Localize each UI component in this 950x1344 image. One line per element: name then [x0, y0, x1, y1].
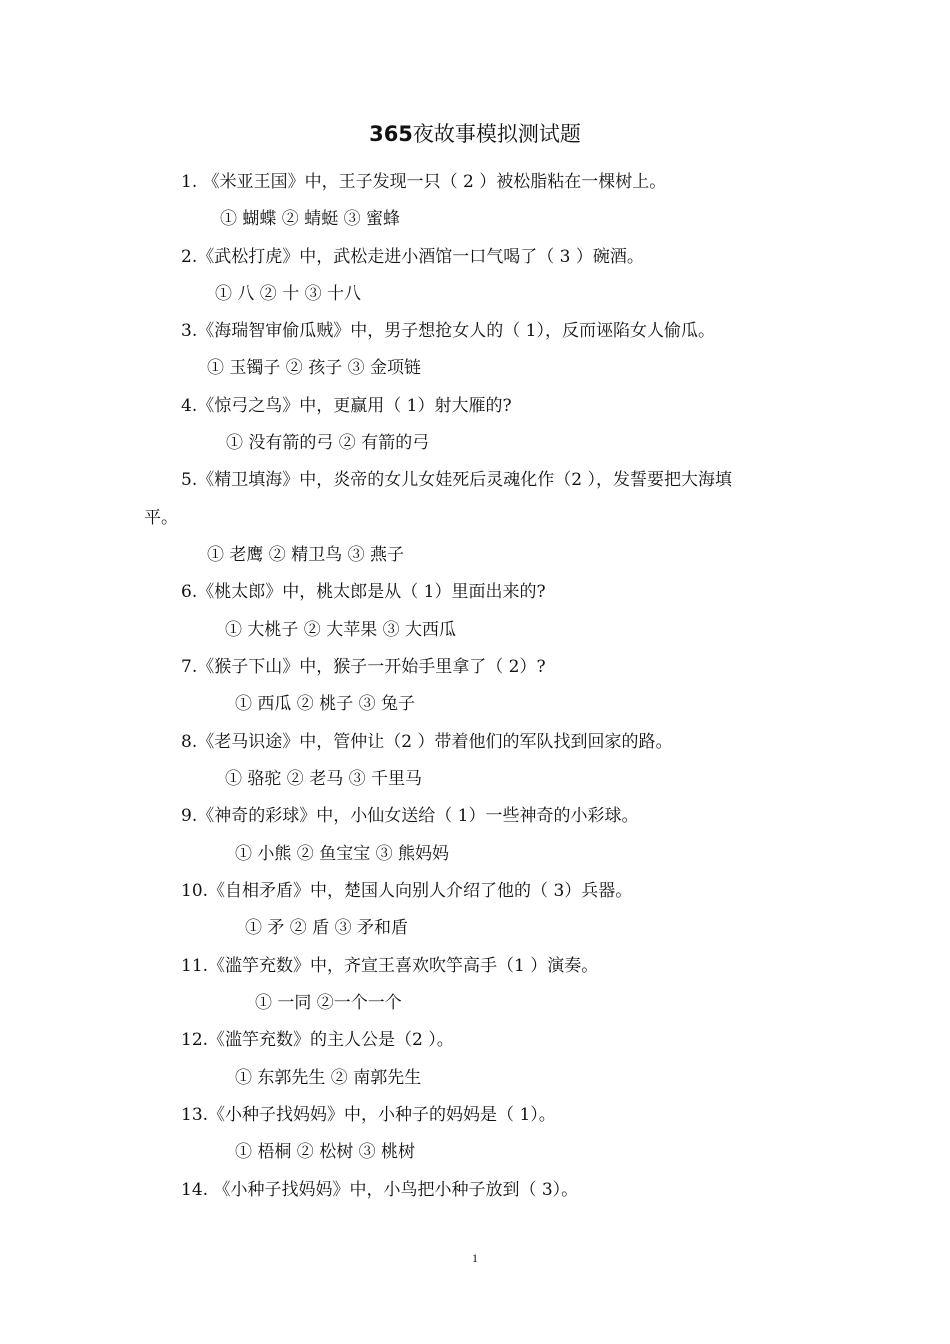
question-10: 10.《自相矛盾》中，楚国人向别人介绍了他的（ 3）兵器。: [181, 881, 633, 901]
question-5-continued: 平。: [144, 508, 178, 528]
title-number: 365: [369, 122, 413, 146]
question-8: 8.《老马识途》中，管仲让（2 ）带着他们的军队找到回家的路。: [181, 732, 673, 752]
question-12: 12.《滥竽充数》的主人公是（2 ）。: [181, 1030, 454, 1050]
options-10: ① 矛 ② 盾 ③ 矛和盾: [245, 918, 409, 938]
options-11: ① 一同 ②一个一个: [255, 993, 402, 1013]
question-14: 14. 《小种子找妈妈》中，小鸟把小种子放到（ 3）。: [181, 1180, 579, 1200]
options-4: ① 没有箭的弓 ② 有箭的弓: [226, 433, 430, 453]
options-12: ① 东郭先生 ② 南郭先生: [235, 1068, 422, 1088]
question-2: 2.《武松打虎》中，武松走进小酒馆一口气喝了（ 3 ）碗酒。: [181, 247, 644, 267]
question-1: 1. 《米亚王国》中，王子发现一只（ 2 ）被松脂粘在一棵树上。: [181, 172, 667, 192]
question-6: 6.《桃太郎》中，桃太郎是从（ 1）里面出来的?: [181, 582, 546, 602]
question-7: 7.《猴子下山》中，猴子一开始手里拿了（ 2）?: [181, 657, 546, 677]
question-4: 4.《惊弓之鸟》中，更赢用（ 1）射大雁的?: [181, 396, 512, 416]
options-6: ① 大桃子 ② 大苹果 ③ 大西瓜: [225, 620, 457, 640]
page-title: [0, 118, 950, 148]
question-5: 5.《精卫填海》中，炎帝的女儿女娃死后灵魂化作（2 ），发誓要把大海填: [181, 470, 732, 490]
options-7: ① 西瓜 ② 桃子 ③ 兔子: [235, 694, 416, 714]
options-2: ① 八 ② 十 ③ 十八: [215, 284, 362, 304]
options-13: ① 梧桐 ② 松树 ③ 桃树: [235, 1142, 416, 1162]
question-3: 3.《海瑞智审偷瓜贼》中，男子想抢女人的（ 1），反而诬陷女人偷瓜。: [181, 321, 715, 341]
title-text: 夜故事模拟测试题: [412, 122, 581, 146]
options-5: ① 老鹰 ② 精卫鸟 ③ 燕子: [207, 545, 405, 565]
page-number: 1: [472, 1251, 478, 1265]
options-3: ① 玉镯子 ② 孩子 ③ 金项链: [207, 358, 422, 378]
options-8: ① 骆驼 ② 老马 ③ 千里马: [225, 769, 423, 789]
question-9: 9.《神奇的彩球》中，小仙女送给（ 1）一些神奇的小彩球。: [181, 806, 639, 826]
question-11: 11.《滥竽充数》中，齐宣王喜欢吹竽高手（1 ）演奏。: [181, 956, 599, 976]
options-9: ① 小熊 ② 鱼宝宝 ③ 熊妈妈: [235, 844, 450, 864]
question-13: 13.《小种子找妈妈》中，小种子的妈妈是（ 1）。: [181, 1105, 556, 1125]
options-1: ① 蝴蝶 ② 蜻蜓 ③ 蜜蜂: [220, 209, 401, 229]
